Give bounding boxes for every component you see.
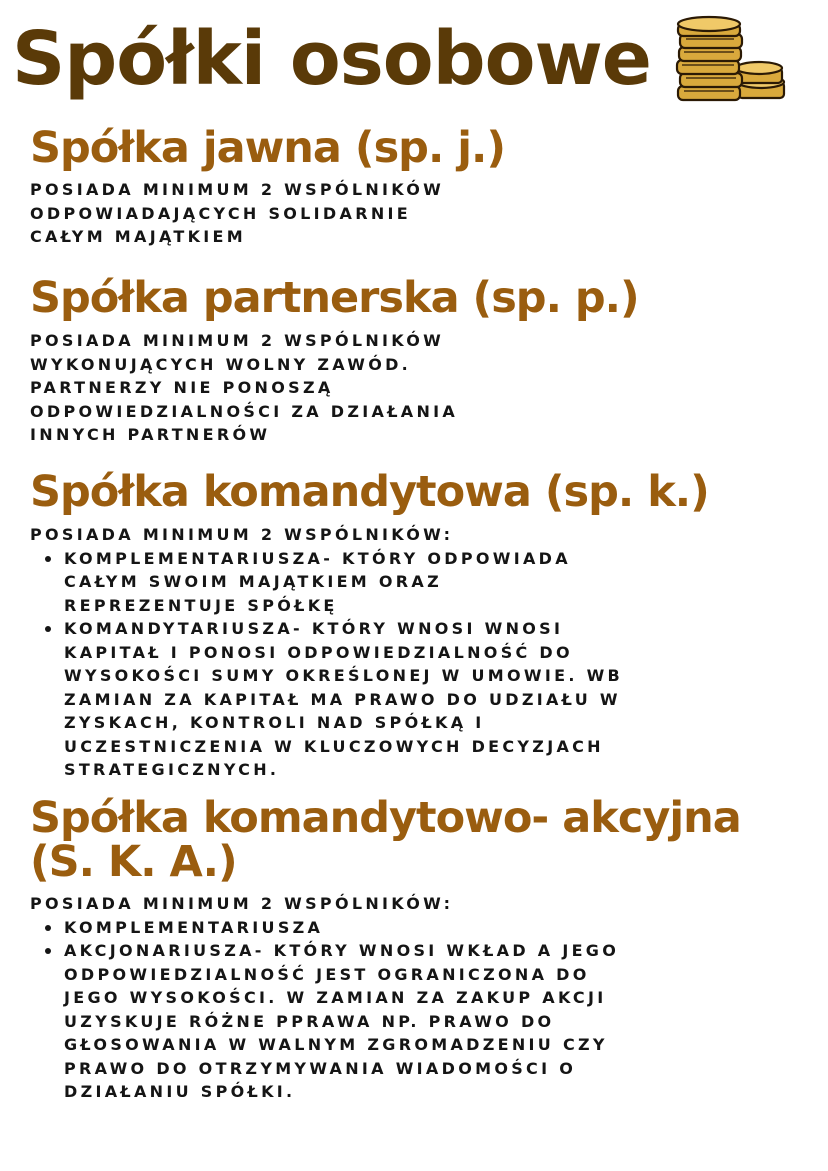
text-line: AKCJONARIUSZA- KTÓRY WNOSI WKŁAD A JEGO [64, 941, 620, 960]
text-line: UZYSKUJE RÓŻNE PPRAWA NP. PRAWO DO [64, 1011, 555, 1031]
section-spolka-jawna [30, 123, 810, 249]
section-intro: POSIADA MINIMUM 2 WSPÓLNIKÓW: [30, 525, 454, 544]
text-line: INNYCH PARTNERÓW [30, 425, 271, 444]
coins-stack-icon [674, 14, 788, 106]
section-spolka-partnerska [30, 273, 810, 447]
text-line: DZIAŁANIU SPÓŁKI. [64, 1082, 296, 1101]
text-line: CAŁYM MAJĄTKIEM [30, 227, 246, 246]
list-item [30, 916, 810, 940]
section-description [30, 178, 810, 249]
text-line: POSIADA MINIMUM 2 WSPÓLNIKÓW [30, 331, 445, 350]
text-line: ZYSKACH, KONTROLI NAD SPÓŁKĄ I [64, 713, 485, 732]
list-item [30, 939, 810, 1104]
text-line: UCZESTNICZENIA W KLUCZOWYCH DECYZJACH [64, 736, 604, 756]
text-line: KAPITAŁ I PONOSI ODPOWIEDZIALNOŚĆ DO [64, 642, 573, 662]
text-line: POSIADA MINIMUM 2 WSPÓLNIKÓW [30, 180, 445, 199]
text-line: KOMPLEMENTARIUSZA [64, 917, 324, 937]
section-description [30, 329, 810, 447]
text-line: REPREZENTUJE SPÓŁKĘ [64, 595, 338, 615]
text-line: GŁOSOWANIA W WALNYM ZGROMADZENIU CZY [64, 1035, 608, 1054]
bullet-list [30, 547, 810, 782]
section-intro: POSIADA MINIMUM 2 WSPÓLNIKÓW: [30, 894, 454, 913]
text-line: KOMANDYTARIUSZA- KTÓRY WNOSI WNOSI [64, 619, 564, 638]
section-heading: Spółka jawna (sp. j.) [30, 123, 505, 173]
text-line: JEGO WYSOKOŚCI. W ZAMIAN ZA ZAKUP AKCJI [64, 988, 607, 1007]
section-heading: Spółka partnerska (sp. p.) [30, 273, 639, 323]
section-heading [30, 793, 810, 887]
text-line: CAŁYM SWOIM MAJĄTKIEM ORAZ [64, 572, 442, 591]
section-spolka-komandytowo-akcyjna [30, 793, 810, 1104]
list-item [30, 547, 810, 618]
section-heading: Spółka komandytowa (sp. k.) [30, 467, 709, 517]
section-spolka-komandytowa [30, 467, 810, 782]
section-description [30, 523, 810, 782]
list-item [30, 617, 810, 782]
text-line: ODPOWIEDZIALNOŚCI ZA DZIAŁANIA [30, 401, 459, 421]
heading-line: Spółka komandytowo- akcyjna [30, 793, 741, 843]
text-line: WYKONUJĄCYCH WOLNY ZAWÓD. [30, 354, 412, 374]
text-line: ODPOWIEDZIALNOŚĆ JEST OGRANICZONA DO [64, 964, 590, 984]
text-line: ZAMIAN ZA KAPITAŁ MA PRAWO DO UDZIAŁU W [64, 689, 621, 709]
heading-line: (S. K. A.) [30, 837, 237, 887]
bullet-list [30, 916, 810, 1104]
text-line: KOMPLEMENTARIUSZA- KTÓRY ODPOWIADA [64, 548, 571, 568]
page-title: Spółki osobowe [12, 16, 651, 102]
text-line: STRATEGICZNYCH. [64, 760, 280, 779]
text-line: PRAWO DO OTRZYMYWANIA WIADOMOŚCI O [64, 1058, 577, 1078]
text-line: PARTNERZY NIE PONOSZĄ [30, 378, 334, 397]
section-description [30, 892, 810, 1104]
text-line: WYSOKOŚCI SUMY OKREŚLONEJ W UMOWIE. WB [64, 666, 624, 685]
text-line: ODPOWIADAJĄCYCH SOLIDARNIE [30, 203, 411, 223]
